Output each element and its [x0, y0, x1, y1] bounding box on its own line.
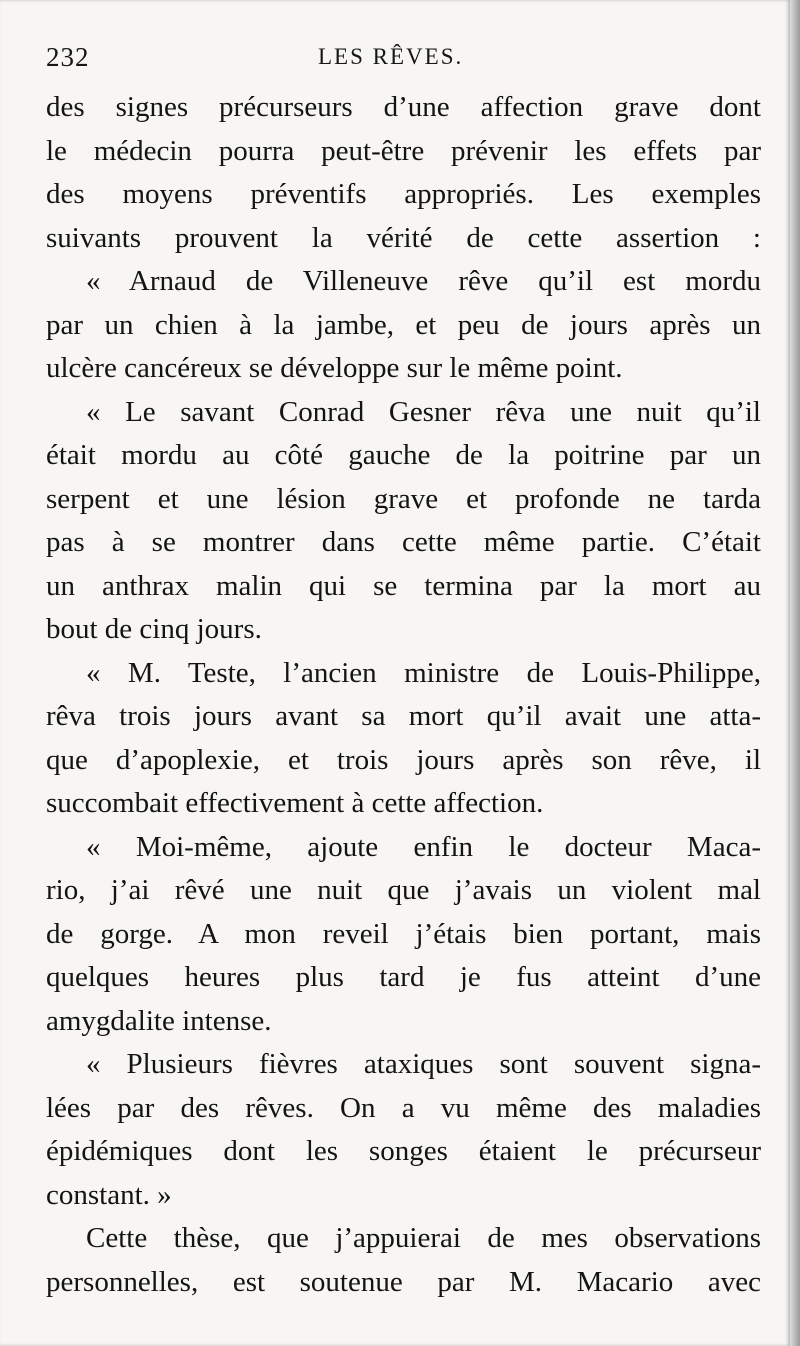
text-line: constant. »: [46, 1178, 172, 1211]
page-header: [46, 42, 761, 78]
text-line: lées par des rêves. On a vu même des maladies: [46, 1091, 761, 1124]
text-line: succombait effectivement à cette affection.: [46, 787, 544, 819]
text-line: « M. Teste, l’ancien ministre de Louis-Philippe,: [86, 656, 761, 689]
text-line: rio, j’ai rêvé une nuit que j’avais un violent mal: [46, 874, 761, 906]
text-line: « Arnaud de Villeneuve rêve qu’il est mordu: [86, 265, 761, 297]
body-text: [46, 86, 761, 1304]
text-line: amygdalite intense.: [46, 1004, 272, 1037]
text-line: de gorge. A mon reveil j’étais bien portant, mais: [46, 917, 761, 950]
text-line: des signes précurseurs d’une affection grave dont: [46, 91, 761, 123]
text-line: « Moi-même, ajoute enfin le docteur Maca-: [86, 830, 761, 863]
text-line: ulcère cancéreux se développe sur le même point.: [46, 352, 623, 384]
text-line: un anthrax malin qui se termina par la mort au: [46, 569, 761, 602]
text-line: suivants prouvent la vérité de cette assertion :: [46, 221, 761, 254]
text-line: personnelles, est soutenue par M. Macario avec: [46, 1265, 761, 1298]
text-line: Cette thèse, que j’appuierai de mes observations: [86, 1222, 761, 1254]
text-line: pas à se montrer dans cette même partie. C’était: [46, 526, 761, 558]
running-head: LES RÊVES.: [318, 44, 464, 69]
text-line: « Le savant Conrad Gesner rêva une nuit qu’il: [86, 395, 761, 428]
text-line: était mordu au côté gauche de la poitrine par un: [46, 439, 761, 471]
page-number: 232: [46, 42, 90, 72]
text-line: épidémiques dont les songes étaient le précurseur: [46, 1135, 761, 1167]
text-line: bout de cinq jours.: [46, 613, 262, 645]
text-line: que d’apoplexie, et trois jours après son rêve, il: [46, 743, 761, 776]
text-line: rêva trois jours avant sa mort qu’il avait une atta-: [46, 700, 761, 732]
text-line: par un chien à la jambe, et peu de jours après un: [46, 308, 761, 341]
text-line: « Plusieurs fièvres ataxiques sont souvent signa-: [86, 1048, 761, 1080]
page-edge: [790, 0, 800, 1346]
text-line: des moyens préventifs appropriés. Les exemples: [46, 178, 761, 210]
text-line: quelques heures plus tard je fus atteint d’une: [46, 961, 761, 993]
text-line: le médecin pourra peut-être prévenir les effets par: [46, 134, 761, 167]
text-line: serpent et une lésion grave et profonde ne tarda: [46, 482, 761, 515]
